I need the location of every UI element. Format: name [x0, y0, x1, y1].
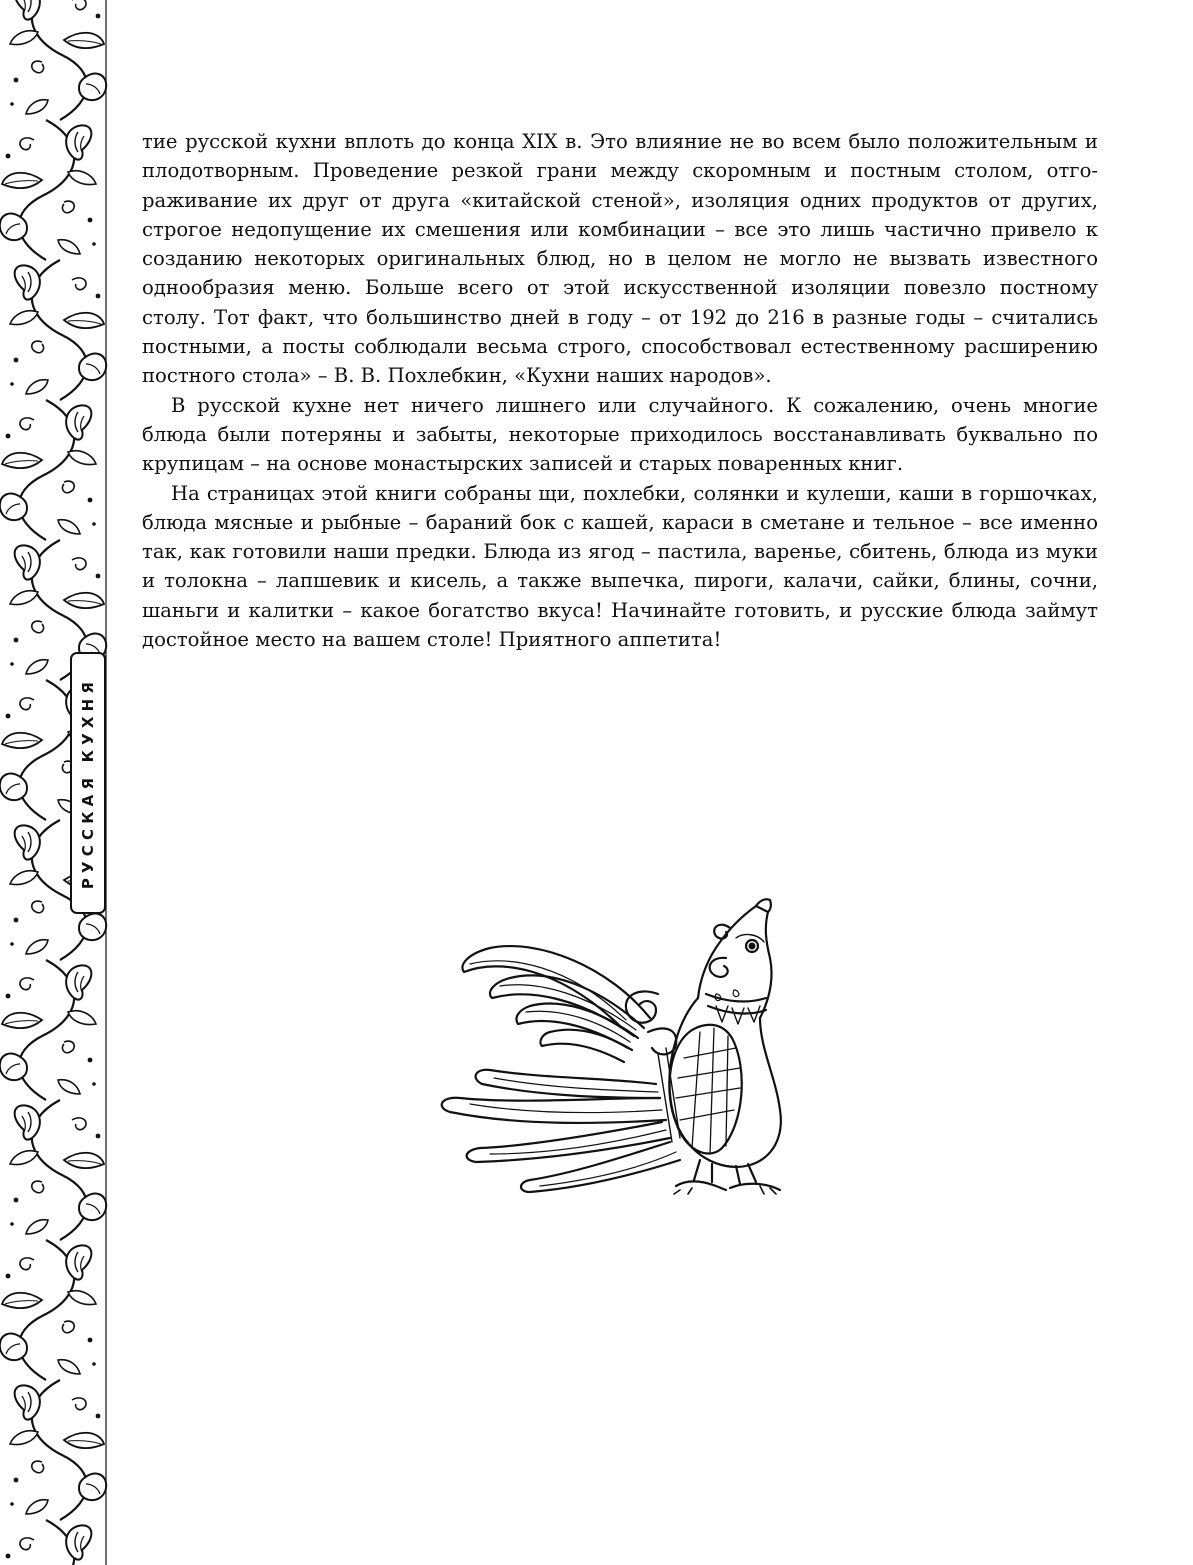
- paragraph-3: На страницах этой книги собраны щи, похлебки, солянки и кулеши, каши в горшочках, блюда мясные и рыбные – бараний бок с кашей, караси в сметане и тельное – все именно так, как готовили наши предки. Блюда из ягод – пастила, варенье, сбитень, блюда из муки и толокна – лапшевик и кисель, а также выпечка, пироги, калачи, сайки, блины, сочни, шаньги и калитки – какое богатство вкуса! Начинайте готовить, и русские блюда займут достойное место на вашем столе! Приятного аппетита!: [142, 481, 1098, 652]
- section-label-box: [70, 652, 106, 914]
- article-body: [142, 127, 1098, 654]
- paragraph-2: В русской кухне нет ничего лишнего или случайного. К сожалению, очень многие блюда были потеряны и забыты, некоторые приходилось восстанавливать буквально по крупицам – на основе монастырских записей и старых поваренных книг.: [142, 393, 1098, 476]
- firebird-illustration: [430, 898, 790, 1203]
- section-label: РУССКАЯ КУХНЯ: [79, 676, 97, 890]
- paragraph-1: тие русской кухни вплоть до конца XIX в. Это влияние не во всем было положительным и плодотворным. Проведение резкой грани между скоромным и постным столом, отгораживание их друг от друга «китайской стеной», изоляция одних продуктов от других, строгое недопущение их смешения или комбинации – все это лишь частично привело к созданию некоторых оригинальных блюд, но в целом не могло не вызвать известного однообразия меню. Больше всего от этой искусственной изоляции повезло постному столу. Тот факт, что большинство дней в году – от 192 до 216 в разные годы – считались постными, а посты соблюдали весьма строго, способствовал естественному расширению постного стола» – В. В. Похлебкин, «Кухни наших народов».: [142, 130, 1098, 388]
